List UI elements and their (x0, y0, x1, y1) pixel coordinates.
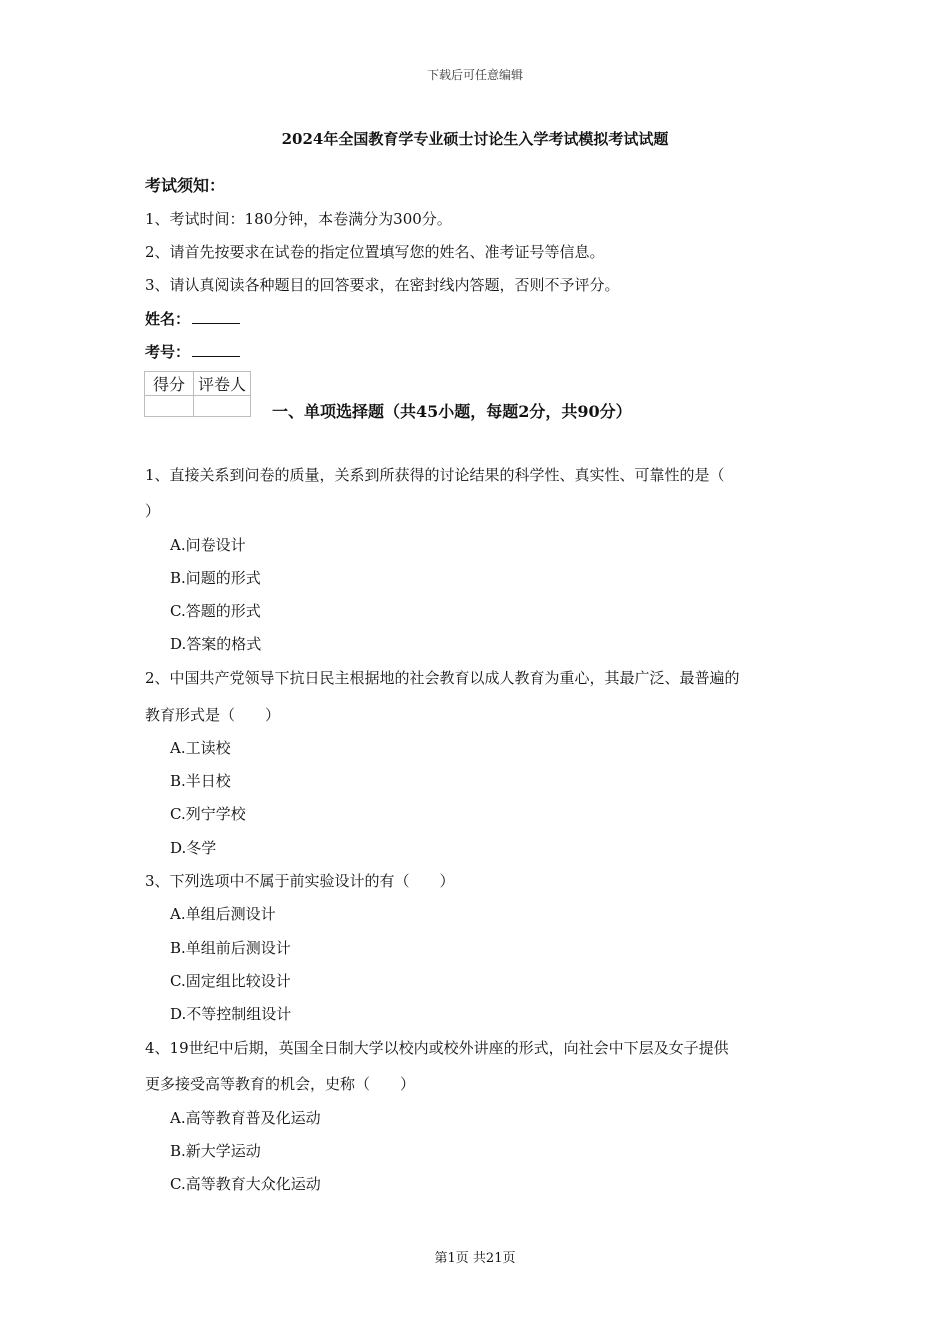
question-2-option: D.冬学 (170, 839, 217, 857)
id-blank[interactable] (192, 342, 240, 357)
page-footer: 第1页 共21页 (434, 1251, 516, 1266)
question-4-option: C.高等教育大众化运动 (170, 1175, 321, 1193)
notice-item: 2、请首先按要求在试卷的指定位置填写您的姓名、准考证号等信息。 (145, 243, 605, 261)
grader-header: 评卷人 (194, 372, 251, 396)
question-3-option: A.单组后测设计 (170, 905, 276, 923)
score-table (144, 371, 251, 417)
name-label: 姓名： (145, 310, 191, 328)
question-2-line: 教育形式是（ ） (145, 706, 281, 724)
header-note: 下载后可任意编辑 (426, 68, 523, 82)
question-3-option: B.单组前后测设计 (170, 939, 291, 957)
section-title: 一、单项选择题（共45小题，每题2分，共90分） (272, 402, 632, 421)
score-header: 得分 (145, 372, 194, 396)
score-cell[interactable] (145, 396, 194, 417)
grader-cell[interactable] (194, 396, 251, 417)
notice-item: 1、考试时间：180分钟，本卷满分为300分。 (145, 210, 452, 228)
question-4-option: A.高等教育普及化运动 (170, 1109, 321, 1127)
question-3-option: C.固定组比较设计 (170, 972, 291, 990)
question-4-line: 4、19世纪中后期，英国全日制大学以校内或校外讲座的形式，向社会中下层及女子提供 (145, 1039, 729, 1057)
question-2-option: B.半日校 (170, 772, 231, 790)
id-field (145, 341, 240, 362)
question-1-option: C.答题的形式 (170, 602, 261, 620)
notice-heading: 考试须知： (145, 176, 226, 195)
question-1-line: ） (145, 502, 161, 520)
question-1-option: B.问题的形式 (170, 569, 261, 587)
name-field (145, 308, 240, 329)
question-4-line: 更多接受高等教育的机会，史称（ ） (145, 1075, 416, 1093)
id-label: 考号： (145, 343, 191, 361)
question-3-line: 3、下列选项中不属于前实验设计的有（ ） (145, 872, 455, 890)
question-3-option: D.不等控制组设计 (170, 1005, 292, 1023)
question-4-option: B.新大学运动 (170, 1142, 261, 1160)
question-1-line: 1、直接关系到问卷的质量，关系到所获得的讨论结果的科学性、真实性、可靠性的是（ (145, 466, 725, 484)
question-2-line: 2、中国共产党领导下抗日民主根据地的社会教育以成人教育为重心，其最广泛、最普遍的 (145, 669, 740, 687)
notice-item: 3、请认真阅读各种题目的回答要求，在密封线内答题，否则不予评分。 (145, 276, 620, 294)
question-2-option: C.列宁学校 (170, 805, 246, 823)
question-1-option: A.问卷设计 (170, 536, 246, 554)
question-1-option: D.答案的格式 (170, 635, 262, 653)
question-2-option: A.工读校 (170, 739, 231, 757)
name-blank[interactable] (192, 309, 240, 324)
document-title: 2024年全国教育学专业硕士讨论生入学考试模拟考试试题 (281, 130, 669, 148)
